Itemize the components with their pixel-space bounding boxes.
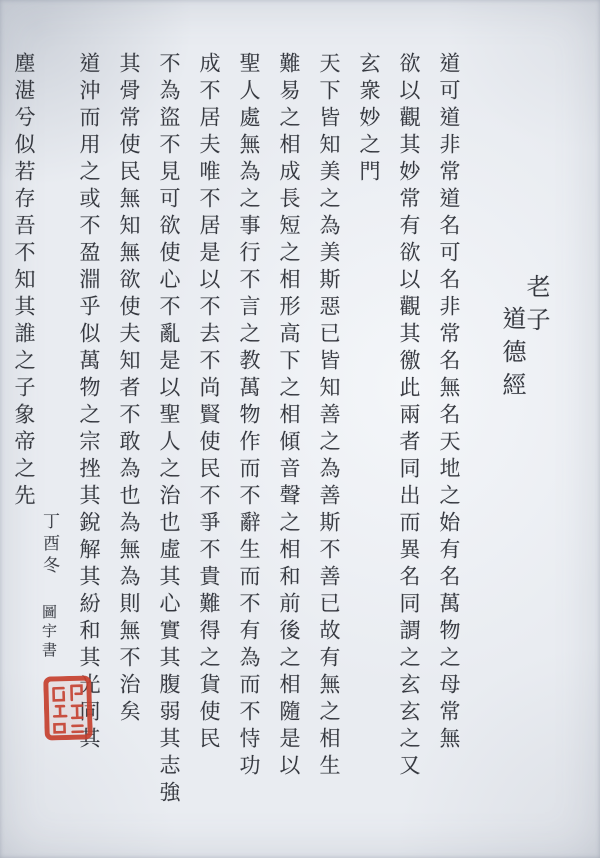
text-column-2: 欲以觀其妙常有欲以觀其徼此兩者同出而異名同謂之玄玄之又	[397, 52, 421, 781]
signature-name: 圖宇書	[40, 604, 58, 661]
signature-date: 丁酉冬	[39, 512, 59, 578]
text-column-3: 玄衆妙之門	[357, 52, 381, 187]
artist-signature	[40, 512, 57, 661]
work-title: 道德經	[498, 306, 526, 405]
text-column-6: 聖人處無為之事行不言之教萬物作而不辭生而不有為而不恃功	[237, 52, 261, 781]
artist-seal-stamp-icon	[43, 675, 93, 740]
text-column-5: 難易之相成長短之相形高下之相傾音聲之相和前後之相隨是以	[277, 52, 301, 781]
text-column-4: 天下皆知美之為美斯惡已皆知善之為善斯不善已故有無之相生	[317, 52, 341, 781]
text-column-10: 道沖而用之或不盈淵乎似萬物之宗挫其銳解其紛和其光同其	[77, 52, 101, 754]
text-column-11: 塵湛兮似若存吾不知其誰之子象帝之先	[12, 52, 36, 511]
title-column	[476, 52, 572, 405]
text-column-9: 其骨常使民無知無欲使夫知者不敢為也為無為則無不治矣	[117, 52, 141, 727]
text-column-7: 成不居夫唯不居是以不去不尚賢使民不爭不貴難得之貨使民	[197, 52, 221, 754]
work-title-author: 老子	[522, 274, 550, 340]
text-column-1: 道可道非常道名可名非常名無名天地之始有名萬物之母常無	[437, 52, 461, 754]
text-column-8: 不為盜不見可欲使心不亂是以聖人之治也虛其心實其腹弱其志強	[157, 52, 181, 808]
